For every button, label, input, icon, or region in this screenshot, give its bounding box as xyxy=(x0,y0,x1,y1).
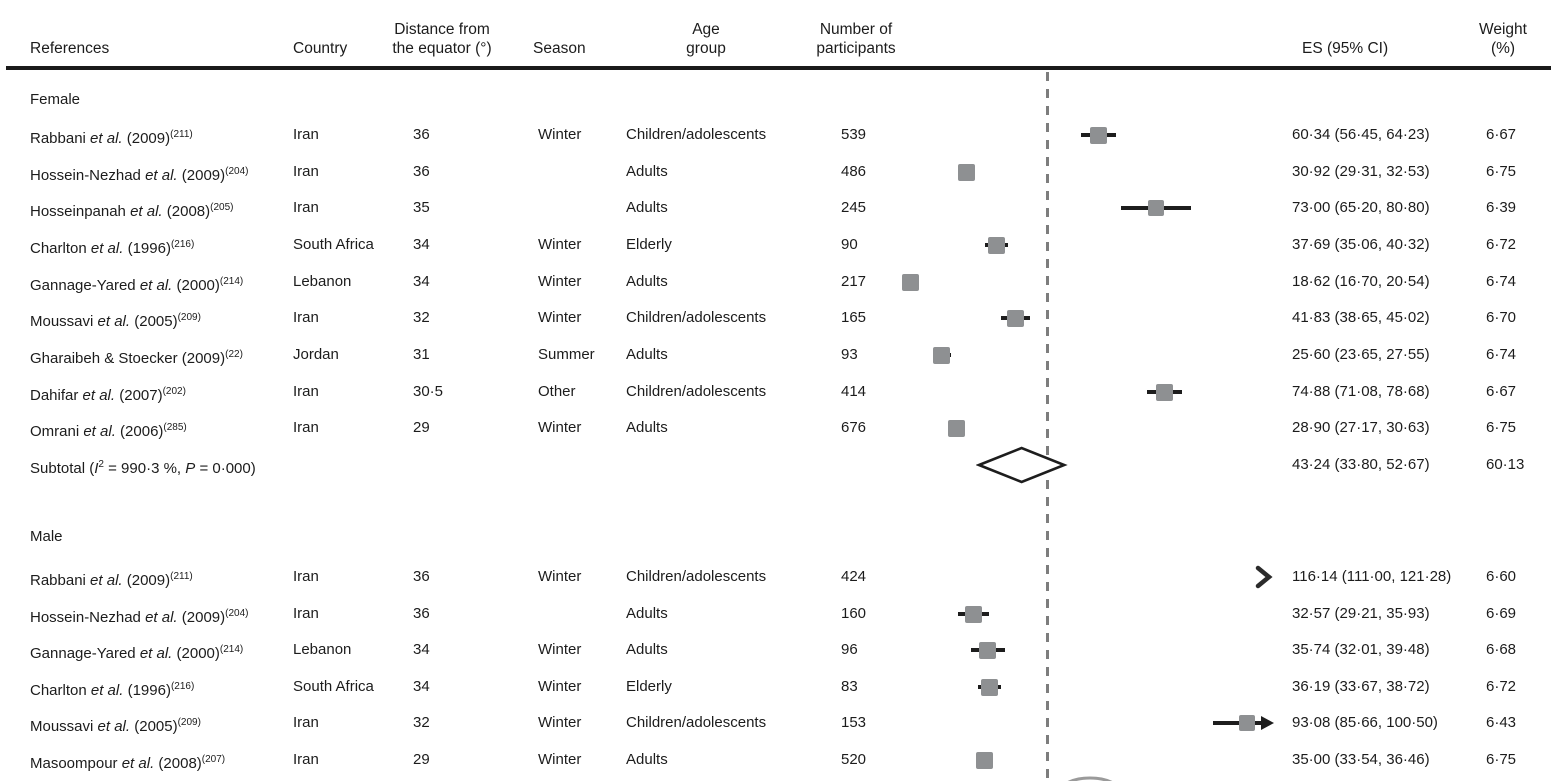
study-season: Other xyxy=(538,383,576,400)
study-country: South Africa xyxy=(293,678,374,695)
study-age-group: Children/adolescents xyxy=(626,714,767,731)
study-country: Iran xyxy=(293,751,319,768)
group-label-male: Male xyxy=(30,528,63,545)
study-country: Iran xyxy=(293,419,319,436)
study-weight: 6·60 xyxy=(1486,568,1517,585)
ci-right-arrowhead-icon xyxy=(1261,716,1274,730)
study-participants: 414 xyxy=(841,383,867,400)
study-es-ci: 73·00 (65·20, 80·80) xyxy=(1292,199,1430,216)
study-participants: 153 xyxy=(841,714,867,731)
study-distance: 34 xyxy=(413,273,430,290)
study-weight: 6·68 xyxy=(1486,641,1517,658)
study-participants: 486 xyxy=(841,163,867,180)
study-country: Iran xyxy=(293,309,319,326)
study-country: Iran xyxy=(293,383,319,400)
study-age-group: Adults xyxy=(626,751,668,768)
study-age-group: Adults xyxy=(626,199,668,216)
study-es-ci: 74·88 (71·08, 78·68) xyxy=(1292,383,1430,400)
study-es-ci: 60·34 (56·45, 64·23) xyxy=(1292,126,1430,143)
study-reference: Hosseinpanah et al. $(2008)^{(205)}$ xyxy=(30,202,234,220)
subtotal-label: Subtotal ($I^2 = 990\cdot 3$ %, P = 0·000) xyxy=(30,459,256,477)
study-participants: 424 xyxy=(841,568,867,585)
study-country: Iran xyxy=(293,714,319,731)
partial-bottom-diamond xyxy=(1050,774,1130,781)
study-age-group: Children/adolescents xyxy=(626,568,767,585)
col-header-age xyxy=(666,20,746,58)
study-country: Iran xyxy=(293,199,319,216)
study-distance: 36 xyxy=(413,163,430,180)
study-reference: Gannage-Yared et al. $(2000)^{(214)}$ xyxy=(30,276,244,294)
effect-size-marker xyxy=(1148,200,1164,216)
col-header-weight-line2: (%) xyxy=(1490,40,1516,57)
study-weight: 6·70 xyxy=(1486,309,1517,326)
study-season: Winter xyxy=(538,309,582,326)
study-country: Jordan xyxy=(293,346,339,363)
study-distance: 36 xyxy=(413,605,430,622)
effect-size-marker xyxy=(1090,127,1107,144)
study-es-ci: 35·00 (33·54, 36·46) xyxy=(1292,751,1430,768)
subtotal-es-ci: 43·24 (33·80, 52·67) xyxy=(1292,456,1430,473)
study-season: Winter xyxy=(538,273,582,290)
study-season: Winter xyxy=(538,751,582,768)
study-participants: 160 xyxy=(841,605,867,622)
col-header-season: Season xyxy=(533,40,586,57)
effect-size-marker xyxy=(1007,310,1024,327)
study-season: Winter xyxy=(538,678,582,695)
effect-size-marker xyxy=(933,347,950,364)
effect-size-marker xyxy=(1239,715,1255,731)
effect-size-marker xyxy=(981,679,998,696)
study-season: Winter xyxy=(538,641,582,658)
study-season: Summer xyxy=(538,346,595,363)
study-season: Winter xyxy=(538,419,582,436)
study-reference: Omrani et al. $(2006)^{(285)}$ xyxy=(30,422,187,440)
effect-size-marker xyxy=(976,752,993,769)
study-distance: 29 xyxy=(413,419,430,436)
study-es-ci: 37·69 (35·06, 40·32) xyxy=(1292,236,1430,253)
study-participants: 245 xyxy=(841,199,867,216)
col-header-distance-line1: Distance from xyxy=(394,21,490,38)
study-season: Winter xyxy=(538,236,582,253)
study-age-group: Adults xyxy=(626,419,668,436)
effect-size-marker xyxy=(965,606,982,623)
study-reference: Hossein-Nezhad et al. $(2009)^{(204)}$ xyxy=(30,608,249,626)
study-participants: 520 xyxy=(841,751,867,768)
study-reference: Moussavi et al. $(2005)^{(209)}$ xyxy=(30,312,201,330)
study-weight: 6·75 xyxy=(1486,163,1517,180)
study-distance: 35 xyxy=(413,199,430,216)
study-weight: 6·39 xyxy=(1486,199,1517,216)
study-distance: 32 xyxy=(413,309,430,326)
study-weight: 6·74 xyxy=(1486,273,1517,290)
study-es-ci: 116·14 (111·00, 121·28) xyxy=(1292,568,1452,585)
study-age-group: Adults xyxy=(626,641,668,658)
study-reference: Rabbani et al. $(2009)^{(211)}$ xyxy=(30,129,193,147)
study-participants: 217 xyxy=(841,273,867,290)
study-weight: 6·67 xyxy=(1486,383,1517,400)
study-weight: 6·75 xyxy=(1486,419,1517,436)
col-header-age-line2: group xyxy=(686,40,726,57)
col-header-participants xyxy=(796,20,916,58)
study-weight: 6·75 xyxy=(1486,751,1517,768)
study-country: Iran xyxy=(293,126,319,143)
col-header-age-line1: Age xyxy=(692,21,720,38)
study-age-group: Children/adolescents xyxy=(626,309,767,326)
col-header-weight xyxy=(1463,20,1543,58)
header-divider-rule xyxy=(6,66,1551,70)
study-country: Iran xyxy=(293,568,319,585)
study-es-ci: 30·92 (29·31, 32·53) xyxy=(1292,163,1430,180)
col-header-participants-line2: participants xyxy=(816,40,896,57)
offscale-right-chevron-icon xyxy=(1255,565,1273,589)
study-age-group: Adults xyxy=(626,346,668,363)
study-participants: 93 xyxy=(841,346,858,363)
subtotal-diamond xyxy=(976,445,1068,485)
study-distance: 32 xyxy=(413,714,430,731)
col-header-participants-line1: Number of xyxy=(819,21,893,38)
study-season: Winter xyxy=(538,126,582,143)
study-country: Iran xyxy=(293,163,319,180)
col-header-references: References xyxy=(30,40,110,57)
study-reference: Charlton et al. $(1996)^{(216)}$ xyxy=(30,239,195,257)
study-reference: Dahifar et al. $(2007)^{(202)}$ xyxy=(30,386,186,404)
study-reference: Charlton et al. $(1996)^{(216)}$ xyxy=(30,681,195,699)
study-weight: 6·67 xyxy=(1486,126,1517,143)
effect-size-marker xyxy=(979,642,996,659)
study-es-ci: 18·62 (16·70, 20·54) xyxy=(1292,273,1430,290)
study-age-group: Adults xyxy=(626,163,668,180)
study-participants: 90 xyxy=(841,236,858,253)
study-reference: Rabbani et al. $(2009)^{(211)}$ xyxy=(30,571,193,589)
study-country: Lebanon xyxy=(293,273,352,290)
study-es-ci: 36·19 (33·67, 38·72) xyxy=(1292,678,1430,695)
study-season: Winter xyxy=(538,714,582,731)
study-es-ci: 93·08 (85·66, 100·50) xyxy=(1292,714,1438,731)
effect-size-marker xyxy=(902,274,919,291)
study-age-group: Elderly xyxy=(626,678,672,695)
study-participants: 676 xyxy=(841,419,867,436)
col-header-country: Country xyxy=(293,40,348,57)
effect-size-marker xyxy=(988,237,1005,254)
study-age-group: Adults xyxy=(626,605,668,622)
study-distance: 36 xyxy=(413,126,430,143)
study-participants: 96 xyxy=(841,641,858,658)
study-reference: Gannage-Yared et al. $(2000)^{(214)}$ xyxy=(30,644,244,662)
study-distance: 29 xyxy=(413,751,430,768)
study-age-group: Children/adolescents xyxy=(626,383,767,400)
study-country: Iran xyxy=(293,605,319,622)
study-es-ci: 35·74 (32·01, 39·48) xyxy=(1292,641,1430,658)
study-country: South Africa xyxy=(293,236,374,253)
study-reference: Gharaibeh & Stoecker $(2009)^{(22)}$ xyxy=(30,349,243,367)
study-weight: 6·74 xyxy=(1486,346,1517,363)
col-header-es: ES (95% CI) xyxy=(1302,40,1389,57)
study-participants: 539 xyxy=(841,126,867,143)
study-weight: 6·43 xyxy=(1486,714,1517,731)
study-reference: Masoompour et al. $(2008)^{(207)}$ xyxy=(30,754,226,772)
study-reference: Moussavi et al. $(2005)^{(209)}$ xyxy=(30,717,201,735)
study-distance: 36 xyxy=(413,568,430,585)
study-participants: 83 xyxy=(841,678,858,695)
overall-estimate-dashed-line xyxy=(1046,72,1049,781)
study-weight: 6·72 xyxy=(1486,678,1517,695)
effect-size-marker xyxy=(948,420,965,437)
study-distance: 31 xyxy=(413,346,430,363)
study-weight: 6·72 xyxy=(1486,236,1517,253)
study-es-ci: 41·83 (38·65, 45·02) xyxy=(1292,309,1430,326)
study-es-ci: 28·90 (27·17, 30·63) xyxy=(1292,419,1430,436)
study-es-ci: 32·57 (29·21, 35·93) xyxy=(1292,605,1430,622)
study-age-group: Adults xyxy=(626,273,668,290)
subtotal-weight: 60·13 xyxy=(1486,456,1525,473)
study-reference: Hossein-Nezhad et al. $(2009)^{(204)}$ xyxy=(30,166,249,184)
study-distance: 34 xyxy=(413,236,430,253)
group-label-female: Female xyxy=(30,91,81,108)
study-season: Winter xyxy=(538,568,582,585)
study-distance: 30·5 xyxy=(413,383,444,400)
study-age-group: Children/adolescents xyxy=(626,126,767,143)
effect-size-marker xyxy=(1156,384,1173,401)
study-es-ci: 25·60 (23·65, 27·55) xyxy=(1292,346,1430,363)
study-participants: 165 xyxy=(841,309,867,326)
col-header-distance-line2: the equator (°) xyxy=(392,40,492,57)
col-header-weight-line1: Weight xyxy=(1479,21,1527,38)
study-distance: 34 xyxy=(413,678,430,695)
study-country: Lebanon xyxy=(293,641,352,658)
col-header-distance xyxy=(362,20,522,58)
effect-size-marker xyxy=(958,164,975,181)
study-distance: 34 xyxy=(413,641,430,658)
study-age-group: Elderly xyxy=(626,236,672,253)
study-weight: 6·69 xyxy=(1486,605,1517,622)
